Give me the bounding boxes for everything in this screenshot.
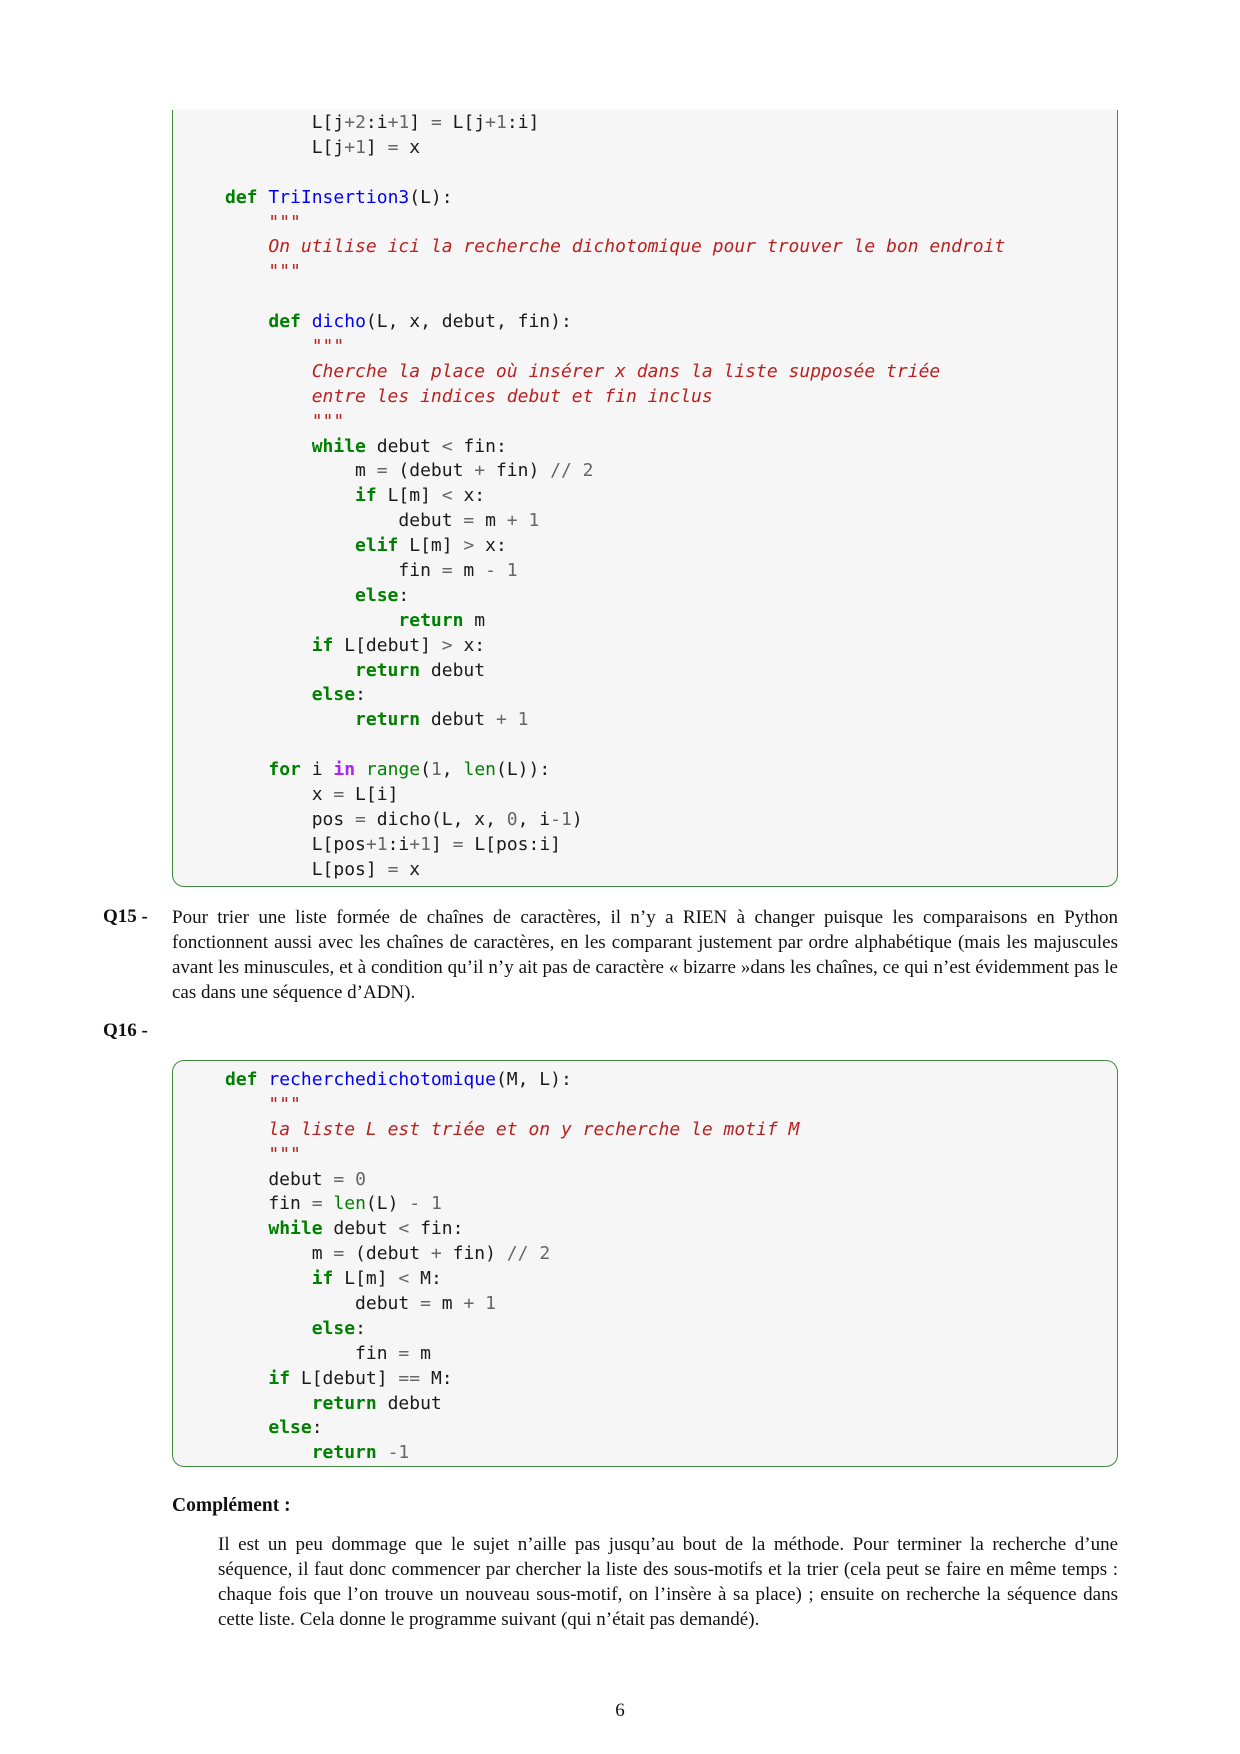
code-token: len: [463, 759, 496, 781]
code-line: [225, 1392, 799, 1417]
code-token: return: [355, 659, 421, 681]
code-token: +: [344, 136, 356, 158]
code-line: [225, 310, 1005, 335]
code-token: entre les indices debut et fin inclus: [311, 385, 713, 407]
code-token: +: [387, 112, 399, 133]
code-token: (: [420, 759, 431, 781]
code-token: ,: [441, 759, 464, 781]
code-token: :: [311, 1417, 323, 1439]
code-token: def: [225, 1069, 258, 1090]
code-token: x: [225, 784, 334, 806]
code-token: fin:: [409, 1218, 464, 1240]
code-token: +: [506, 510, 518, 532]
code-token: x:: [452, 485, 486, 507]
code-line: [225, 833, 1005, 858]
code-token: recherchedichotomique: [268, 1069, 496, 1090]
code-listing: [225, 111, 1005, 883]
code-token: ==: [398, 1367, 421, 1389]
code-line: [225, 659, 1005, 684]
code-token: [225, 1218, 268, 1239]
code-token: debut: [376, 1392, 442, 1414]
code-token: def: [268, 311, 301, 333]
code-token: [518, 510, 529, 531]
code-token: [225, 485, 355, 506]
code-token: (L)):: [496, 759, 551, 781]
code-token: =: [333, 784, 345, 806]
code-token: +: [485, 112, 497, 133]
code-token: L[m]: [398, 535, 464, 557]
code-line: [225, 1416, 799, 1441]
code-token: [572, 460, 583, 481]
code-token: ]: [365, 136, 388, 158]
code-token: :: [355, 1317, 366, 1339]
code-token: [225, 1318, 312, 1339]
code-line: [225, 708, 1005, 733]
code-token: <: [398, 1268, 410, 1290]
code-token: [225, 386, 312, 407]
code-token: =: [387, 858, 399, 880]
code-token: =: [420, 1293, 431, 1315]
code-token: L[pos]: [225, 858, 388, 880]
code-token: [225, 1094, 268, 1115]
code-token: =: [311, 1193, 323, 1215]
code-token: elif: [355, 535, 399, 557]
code-token: m: [474, 510, 507, 532]
code-token: =: [452, 833, 464, 855]
code-token: 1: [420, 833, 431, 855]
code-line: [225, 858, 1005, 883]
code-token: (L): [365, 1193, 410, 1215]
code-line: [225, 335, 1005, 360]
code-token: if: [311, 1268, 334, 1290]
code-token: -: [387, 1442, 399, 1464]
code-token: +: [365, 833, 377, 855]
code-token: [258, 1069, 269, 1090]
answer-text-q15: Pour trier une liste formée de chaînes de caractères, il n’y a RIEN à changer puisque les comparaisons en Python fonctionnent aussi avec les chaînes de caractères, en les comparant justement par ordre alphabétique (mais les majuscules avant les minuscules, et à condition qu’il n’y ait pas de caractère « bizarre »dans les chaînes, ce qui n’est évidemment pas le cas dans une séquence d’ADN).: [172, 907, 1118, 1003]
code-token: x:: [452, 634, 486, 656]
code-token: [225, 535, 355, 556]
code-token: [225, 709, 355, 730]
code-token: dicho(L, x,: [365, 808, 507, 830]
code-line: [225, 1242, 799, 1267]
code-token: 1: [517, 709, 529, 731]
code-token: [225, 1417, 268, 1438]
question-label-q16: Q16 -: [103, 1020, 148, 1041]
code-token: 0: [506, 808, 518, 830]
code-token: //: [506, 1243, 529, 1265]
code-token: (debut: [344, 1243, 431, 1265]
code-token: else: [268, 1417, 312, 1439]
code-token: :i]: [506, 112, 540, 133]
code-token: i: [300, 759, 334, 781]
code-line: [225, 235, 1005, 260]
code-line: [225, 111, 1005, 136]
code-line: [225, 1292, 799, 1317]
code-token: -: [409, 1193, 421, 1215]
code-token: [225, 635, 312, 656]
code-token: return: [398, 609, 464, 631]
code-token: if: [355, 485, 377, 507]
code-token: fin: [225, 560, 442, 582]
code-token: [344, 1169, 355, 1190]
code-line: [225, 211, 1005, 236]
code-token: la liste L est triée et on y recherche le motif M: [268, 1118, 800, 1140]
code-token: m: [430, 1293, 464, 1315]
code-token: +: [463, 1293, 475, 1315]
code-token: :: [398, 584, 410, 606]
code-listing: [225, 1068, 799, 1466]
code-token: +: [430, 1243, 442, 1265]
code-block-recherche-dichotomique: [172, 1060, 1118, 1467]
code-token: [258, 187, 269, 208]
question-label-q15: Q15 -: [103, 906, 148, 927]
code-line: [225, 1118, 799, 1143]
code-token: for: [268, 759, 301, 781]
code-line: [225, 1441, 799, 1466]
code-token: """: [268, 261, 301, 283]
code-token: [225, 1119, 268, 1140]
code-line: [225, 385, 1005, 410]
code-token: [323, 1193, 334, 1214]
code-token: =: [463, 510, 475, 532]
code-token: L[j: [225, 136, 345, 158]
code-token: :: [355, 684, 366, 706]
code-token: <: [441, 435, 453, 457]
code-token: [225, 336, 312, 357]
code-token: TriInsertion3: [268, 186, 410, 208]
code-token: (L, x, debut, fin):: [365, 311, 572, 333]
code-line: [225, 186, 1005, 211]
code-token: in: [333, 759, 356, 781]
code-token: [225, 660, 355, 681]
code-token: =: [376, 460, 388, 482]
code-token: """: [268, 1143, 301, 1165]
code-token: """: [268, 211, 301, 233]
code-line: [225, 1267, 799, 1292]
code-token: """: [311, 336, 345, 358]
code-token: =: [387, 136, 399, 158]
code-token: 1: [376, 833, 388, 855]
code-token: M:: [409, 1268, 442, 1290]
code-token: 1: [560, 808, 572, 830]
code-token: =: [355, 808, 366, 830]
code-line: [225, 559, 1005, 584]
code-token: if: [268, 1367, 291, 1389]
code-token: 1: [355, 136, 366, 158]
code-token: M:: [420, 1367, 453, 1389]
code-token: Cherche la place où insérer x dans la liste supposée triée: [311, 360, 941, 382]
code-token: fin:: [452, 435, 507, 457]
code-token: //: [550, 460, 572, 482]
code-token: :i: [365, 112, 388, 133]
code-line: [225, 683, 1005, 708]
code-token: len: [333, 1193, 366, 1215]
code-token: =: [333, 1243, 345, 1265]
complement-text: Il est un peu dommage que le sujet n’aille pas jusqu’au bout de la méthode. Pour terminer la recherche d’une séquence, il faut donc commencer par chercher la liste des sous-motifs et la trier (cela peut se faire en même temps : chaque fois que l’on trouve un nouveau sous-motif, on l’insère à sa place) ; ensuite on recherche la séquence dans cette liste. Cela donne le programme suivant (qui n’était pas demandé).: [218, 1534, 1118, 1630]
code-token: 0: [355, 1168, 366, 1190]
code-token: while: [311, 435, 366, 457]
code-token: [420, 1193, 431, 1214]
code-token: [225, 212, 268, 233]
code-line: [225, 1143, 799, 1168]
code-token: fin): [441, 1243, 507, 1265]
code-token: L[m]: [376, 485, 442, 507]
code-token: 2: [539, 1243, 551, 1265]
code-token: [225, 361, 312, 382]
code-line: [225, 161, 1005, 186]
code-token: fin): [485, 460, 551, 482]
code-token: m: [463, 609, 486, 631]
code-token: On utilise ici la recherche dichotomique pour trouver le bon endroit: [268, 236, 1006, 258]
page-number: 6: [615, 1700, 625, 1721]
code-line: [225, 1367, 799, 1392]
code-line: [225, 783, 1005, 808]
complement-heading: Complément :: [172, 1495, 291, 1516]
code-token: return: [311, 1442, 377, 1464]
code-token: if: [311, 634, 334, 656]
code-token: def: [225, 186, 258, 208]
code-token: 1: [430, 1193, 442, 1215]
code-token: +: [344, 112, 356, 133]
code-token: x:: [474, 535, 507, 557]
code-token: """: [311, 410, 345, 432]
code-token: dicho: [311, 311, 366, 333]
code-token: 2: [582, 460, 594, 482]
code-token: debut: [225, 510, 464, 532]
code-token: [225, 1393, 312, 1414]
code-token: return: [311, 1392, 377, 1414]
code-line: [225, 285, 1005, 310]
code-token: [377, 1442, 388, 1463]
code-token: , i: [517, 808, 551, 830]
code-token: [301, 311, 312, 332]
code-line: [225, 136, 1005, 161]
code-line: [225, 459, 1005, 484]
code-token: [474, 1293, 485, 1314]
code-token: [225, 610, 398, 631]
code-line: [225, 609, 1005, 634]
code-token: -: [485, 560, 496, 582]
code-token: 1: [398, 112, 410, 133]
code-line: [225, 634, 1005, 659]
code-token: L[m]: [333, 1268, 399, 1290]
code-token: ): [571, 808, 583, 830]
code-line: [225, 758, 1005, 783]
code-token: 2: [355, 112, 366, 133]
code-token: x: [398, 858, 421, 880]
code-token: <: [398, 1218, 410, 1240]
code-token: [225, 311, 268, 332]
code-token: [225, 585, 355, 606]
code-token: m: [225, 460, 377, 482]
code-token: 1: [398, 1442, 410, 1464]
code-line: [225, 1168, 799, 1193]
code-line: [225, 410, 1005, 435]
code-token: debut: [365, 435, 442, 457]
code-token: (debut: [387, 460, 475, 482]
code-token: m: [409, 1342, 431, 1364]
code-token: else: [355, 584, 399, 606]
code-line: [225, 509, 1005, 534]
code-token: else: [311, 684, 356, 706]
code-token: debut: [420, 659, 486, 681]
code-token: return: [355, 709, 421, 731]
code-token: L[debut]: [290, 1367, 399, 1389]
code-token: debut: [225, 1168, 334, 1190]
code-token: (L):: [409, 186, 453, 208]
code-token: 1: [430, 759, 442, 781]
code-token: [355, 759, 366, 780]
code-token: [496, 560, 507, 581]
code-line: [225, 435, 1005, 460]
code-token: x: [398, 136, 421, 158]
code-token: [225, 759, 268, 780]
code-line: [225, 260, 1005, 285]
code-token: -: [550, 808, 561, 830]
code-token: 1: [485, 1293, 496, 1315]
code-token: [225, 411, 312, 432]
code-line: [225, 808, 1005, 833]
code-token: [225, 436, 312, 457]
code-token: =: [441, 560, 453, 582]
code-token: +: [474, 460, 486, 482]
code-token: fin: [225, 1342, 399, 1364]
code-token: debut: [225, 1293, 421, 1315]
code-token: >: [463, 535, 475, 557]
code-token: range: [365, 759, 421, 781]
code-token: L[i]: [344, 784, 399, 806]
code-line: [225, 1093, 799, 1118]
code-token: ]: [430, 833, 453, 855]
code-token: """: [268, 1093, 301, 1115]
code-token: [225, 1268, 312, 1289]
code-token: [507, 709, 518, 730]
code-line: [225, 1068, 799, 1093]
code-line: [225, 1317, 799, 1342]
code-token: [225, 261, 268, 282]
code-block-tri-insertion3: [172, 110, 1118, 887]
code-token: [528, 1243, 539, 1264]
code-token: =: [430, 112, 442, 133]
code-token: 1: [528, 510, 540, 532]
code-token: L[pos:i]: [463, 833, 562, 855]
code-token: [225, 1368, 268, 1389]
code-token: =: [398, 1342, 410, 1364]
code-token: <: [441, 485, 453, 507]
code-token: L[pos: [225, 833, 366, 855]
code-token: L[j: [225, 112, 345, 133]
code-token: 1: [496, 112, 507, 133]
code-line: [225, 1192, 799, 1217]
code-token: m: [452, 560, 486, 582]
code-line: [225, 484, 1005, 509]
code-token: +: [409, 833, 421, 855]
code-token: =: [333, 1168, 345, 1190]
code-token: ]: [409, 112, 431, 133]
code-token: debut: [420, 709, 496, 731]
code-line: [225, 1217, 799, 1242]
code-token: L[j: [441, 112, 486, 133]
code-token: else: [311, 1317, 356, 1339]
code-token: [225, 1144, 268, 1165]
code-token: L[debut]: [333, 634, 442, 656]
code-line: [225, 584, 1005, 609]
code-token: 1: [506, 560, 518, 582]
code-token: [225, 684, 312, 705]
code-token: [225, 1442, 312, 1463]
code-token: pos: [225, 808, 356, 830]
code-line: [225, 360, 1005, 385]
code-token: fin: [225, 1193, 312, 1215]
code-token: :i: [387, 833, 410, 855]
code-token: while: [268, 1218, 323, 1240]
code-line: [225, 534, 1005, 559]
code-line: [225, 733, 1005, 758]
code-token: m: [225, 1243, 334, 1265]
code-token: >: [441, 634, 453, 656]
code-token: debut: [322, 1218, 399, 1240]
code-token: (M, L):: [495, 1069, 572, 1090]
code-token: [225, 236, 268, 257]
code-token: +: [495, 709, 507, 731]
code-line: [225, 1342, 799, 1367]
